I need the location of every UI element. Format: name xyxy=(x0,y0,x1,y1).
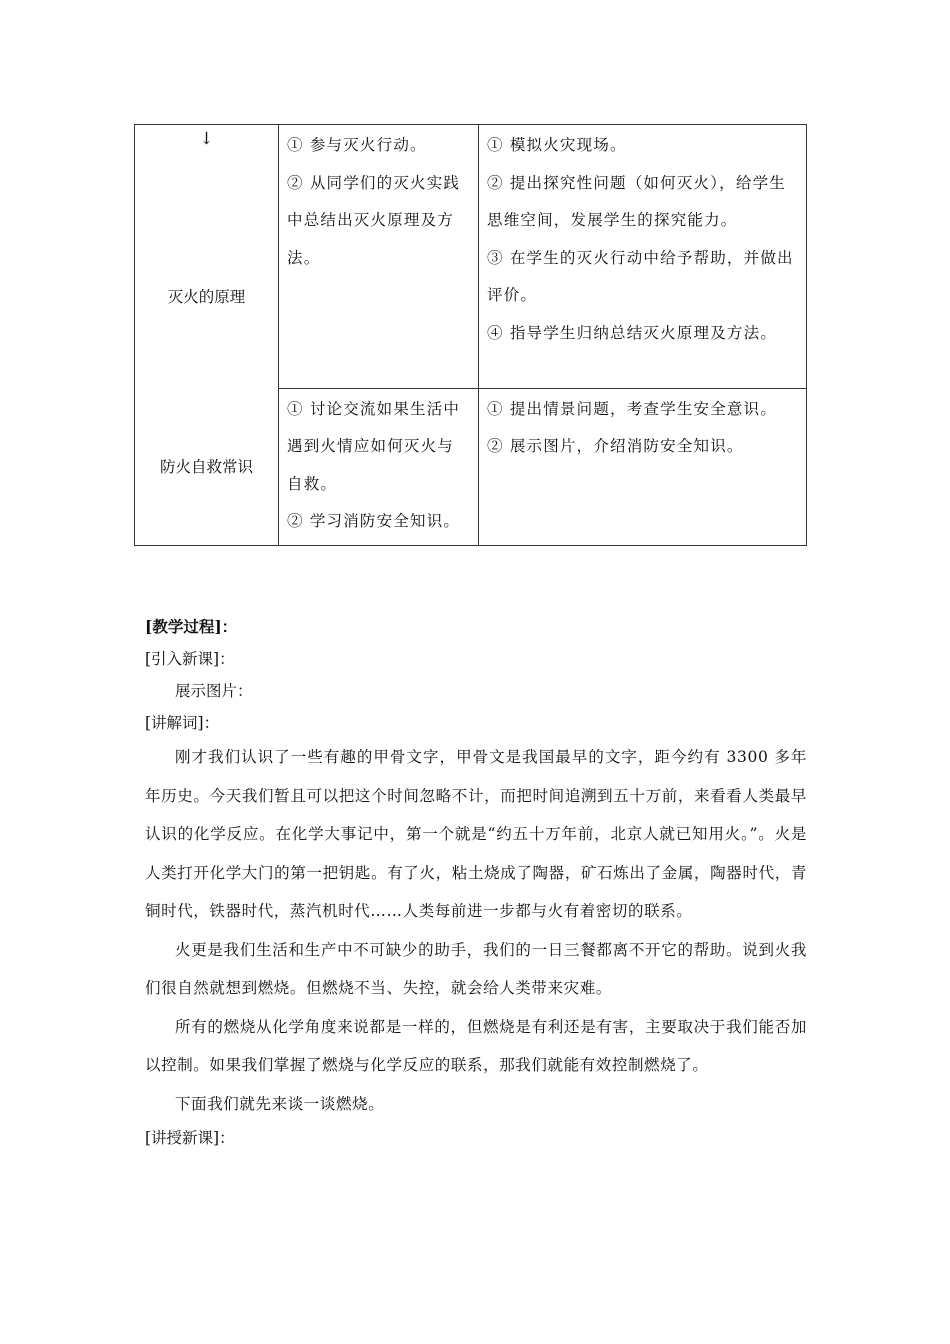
lecture-label: [讲解词]： xyxy=(145,714,220,732)
paragraph: 下面我们就先来谈一谈燃烧。 xyxy=(175,1094,385,1113)
paragraph: 火更是我们生活和生产中不可缺少的助手，我们的一日三餐都离不开它的帮助。说到火我们很自然就想到燃烧。但燃烧不当、失控，就会给人类带来灾难。 xyxy=(145,940,807,997)
topic-column xyxy=(135,125,279,546)
topic-extinguish-principle: 灭火的原理 xyxy=(167,288,246,306)
lesson-plan-table xyxy=(134,124,807,546)
intro-label: [引入新课]： xyxy=(145,650,235,668)
teacher-activity-item: ① 模拟火灾现场。 xyxy=(487,136,627,154)
student-activity-item: ② 从同学们的灭火实践中总结出灭火原理及方法。 xyxy=(287,173,461,267)
student-activity-item: ① 讨论交流如果生活中遇到火情应如何灭火与自救。 xyxy=(287,399,461,493)
student-activity-cell xyxy=(279,125,479,389)
teacher-activity-item: ① 提出情景问题，考查学生安全意识。 xyxy=(487,399,778,418)
section-title: [教学过程]： xyxy=(145,617,238,636)
teacher-activity-item: ④ 指导学生归纳总结灭火原理及方法。 xyxy=(487,323,778,342)
teacher-activity-cell xyxy=(479,388,807,545)
teacher-activity-item: ② 提出探究性问题（如何灭火），给学生思维空间，发展学生的探究能力。 xyxy=(487,173,786,229)
student-activity-item: ① 参与灭火行动。 xyxy=(287,136,427,154)
down-arrow-icon: ↓ xyxy=(199,129,214,149)
paragraph: 所有的燃烧从化学角度来说都是一样的，但燃烧是有利还是有害，主要取决于我们能否加以控制。如果我们掌握了燃烧与化学反应的联系，那我们就能有效控制燃烧了。 xyxy=(145,1017,807,1074)
student-activity-cell xyxy=(279,388,479,545)
show-pictures-text: 展示图片： xyxy=(175,682,253,700)
teacher-activity-cell xyxy=(479,125,807,389)
table-row xyxy=(135,125,807,389)
topic-fire-self-rescue: 防火自救常识 xyxy=(159,458,253,476)
paragraph: 刚才我们认识了一些有趣的甲骨文字，甲骨文是我国最早的文字，距今约有 3300 多年年历史。今天我们暂且可以把这个时间忽略不计，而把时间追溯到五十万前，来看看人类最早认识的化学反应。在化学大事记中，第一个就是“约五十万年前，北京人就已知用火。”。火是人类打开化学大门的第一把钥匙。有了火，粘土烧成了陶器，矿石炼出了金属，陶器时代，青铜时代，铁器时代，蒸汽机时代……人类每前进一步都与火有着密切的联系。 xyxy=(145,748,807,920)
teacher-activity-item: ② 展示图片，介绍消防安全知识。 xyxy=(487,437,744,456)
teaching-process-section xyxy=(145,612,807,1153)
new-lesson-label: [讲授新课]： xyxy=(145,1129,235,1147)
student-activity-item: ② 学习消防安全知识。 xyxy=(287,512,461,531)
teacher-activity-item: ③ 在学生的灭火行动中给予帮助，并做出评价。 xyxy=(487,248,794,304)
